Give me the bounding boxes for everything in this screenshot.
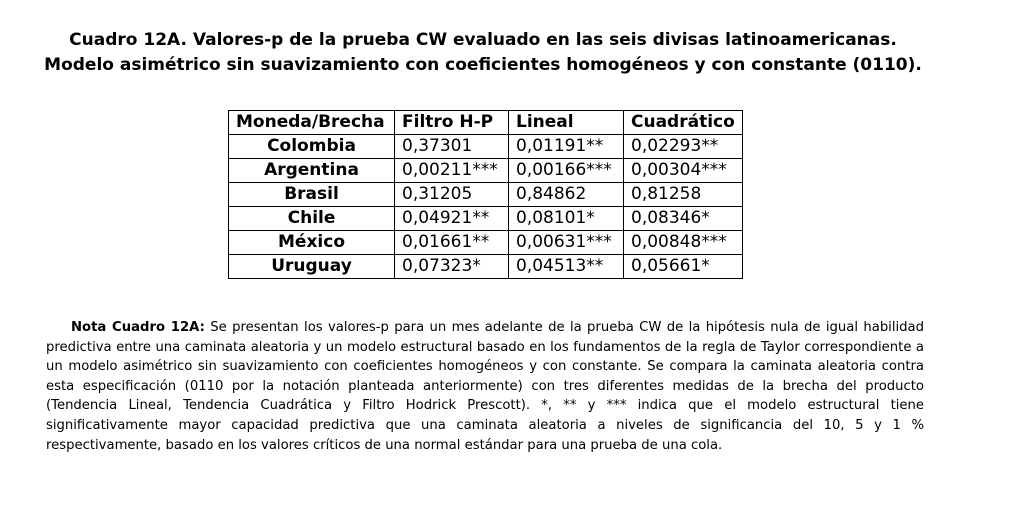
title-line-1: Cuadro 12A. Valores-p de la prueba CW evaluado en las seis divisas latinoamericanas. <box>69 30 897 50</box>
table-row <box>229 207 743 231</box>
row-label-brasil: Brasil <box>229 183 395 207</box>
table-cell: 0,00304*** <box>624 159 743 183</box>
table-row <box>229 255 743 279</box>
table-cell: 0,00166*** <box>509 159 624 183</box>
row-label-uruguay: Uruguay <box>229 255 395 279</box>
note-label: Nota Cuadro 12A: <box>71 320 205 335</box>
table-cell: 0,00211*** <box>395 159 509 183</box>
table-row <box>229 231 743 255</box>
row-label-colombia: Colombia <box>229 135 395 159</box>
table-cell: 0,08101* <box>509 207 624 231</box>
table-row <box>229 183 743 207</box>
table-cell: 0,00631*** <box>509 231 624 255</box>
table-row <box>229 159 743 183</box>
row-label-mexico: México <box>229 231 395 255</box>
results-table <box>228 110 743 279</box>
table-row <box>229 135 743 159</box>
table-cell: 0,07323* <box>395 255 509 279</box>
table-cell: 0,31205 <box>395 183 509 207</box>
table-cell: 0,84862 <box>509 183 624 207</box>
table-cell: 0,04921** <box>395 207 509 231</box>
table-header-row <box>229 111 743 135</box>
row-label-argentina: Argentina <box>229 159 395 183</box>
column-header-cuadratico: Cuadrático <box>624 111 743 135</box>
results-table-container <box>228 110 743 279</box>
page-title <box>0 28 966 78</box>
note-text: Se presentan los valores-p para un mes adelante de la prueba CW de la hipótesis nula de igual habilidad predictiva entre una caminata aleatoria y un modelo estructural basado en los fundamentos de la regla de Taylor correspondiente a un modelo asimétrico sin suavizamiento con coeficientes homogéneos y con constante. Se compara la caminata aleatoria contra esta especificación (0110 por la notación planteada anteriormente) con tres diferentes medidas de la brecha del producto (Tendencia Lineal, Tendencia Cuadrática y Filtro Hodrick Prescott). *, ** y *** indica que el modelo estructural tiene significativamente mayor capacidad predictiva que una caminata aleatoria a niveles de significancia del 10, 5 y 1 % respectivamente, basado en los valores críticos de una normal estándar para una prueba de una cola. <box>46 320 925 453</box>
table-cell: 0,37301 <box>395 135 509 159</box>
table-cell: 0,04513** <box>509 255 624 279</box>
table-cell: 0,01191** <box>509 135 624 159</box>
table-cell: 0,05661* <box>624 255 743 279</box>
table-cell: 0,08346* <box>624 207 743 231</box>
table-cell: 0,02293** <box>624 135 743 159</box>
table-note <box>46 318 924 455</box>
table-cell: 0,81258 <box>624 183 743 207</box>
table-cell: 0,00848*** <box>624 231 743 255</box>
table-cell: 0,01661** <box>395 231 509 255</box>
column-header-filtro-hp: Filtro H-P <box>395 111 509 135</box>
title-line-2: Modelo asimétrico sin suavizamiento con coeficientes homogéneos y con constante (0110). <box>44 55 922 75</box>
column-header-moneda: Moneda/Brecha <box>229 111 395 135</box>
row-label-chile: Chile <box>229 207 395 231</box>
column-header-lineal: Lineal <box>509 111 624 135</box>
